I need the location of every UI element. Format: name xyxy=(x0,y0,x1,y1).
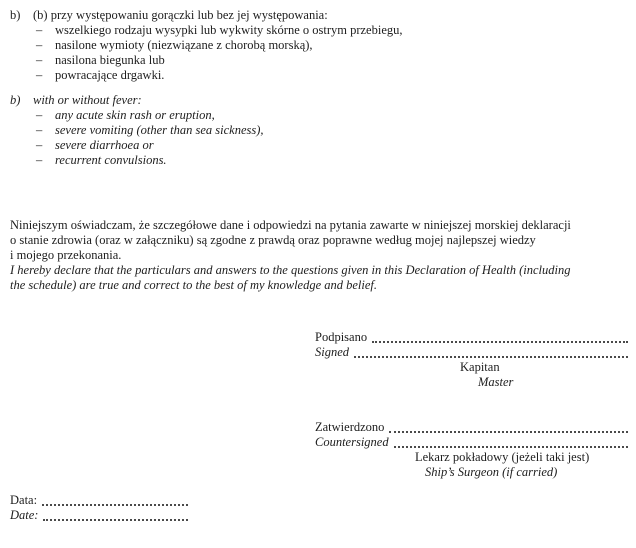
declaration-statement xyxy=(10,218,628,293)
list-item xyxy=(10,123,628,138)
list-item-text: any acute skin rash or eruption, xyxy=(55,108,215,122)
dotted-line xyxy=(42,493,188,506)
dotted-line xyxy=(354,345,628,358)
dotted-line xyxy=(389,420,628,433)
list-item xyxy=(10,23,628,38)
signer-role-pl: Kapitan xyxy=(460,360,500,374)
list-item xyxy=(10,68,628,83)
date-block xyxy=(10,493,188,523)
date-row-pl xyxy=(10,493,188,508)
clause-intro-row xyxy=(10,8,628,23)
dotted-line xyxy=(372,330,628,343)
dash-bullet: – xyxy=(36,53,43,67)
signed-label-en: Signed xyxy=(315,345,350,359)
list-item-text: wszelkiego rodzaju wysypki lub wykwity skórne o ostrym przebiegu, xyxy=(55,23,403,37)
clause-intro-text: with or without fever: xyxy=(33,93,142,107)
list-item xyxy=(10,138,628,153)
countersigner-role-en: Ship’s Surgeon (if carried) xyxy=(425,465,558,479)
signed-row-pl xyxy=(315,330,628,345)
list-item xyxy=(10,53,628,68)
signer-role-en: Master xyxy=(478,375,514,389)
list-item-text: nasilone wymioty (niezwiązane z chorobą morską), xyxy=(55,38,313,52)
dotted-line xyxy=(43,508,188,521)
dash-bullet: – xyxy=(36,123,43,137)
declaration-line-pl: o stanie zdrowia (oraz w załączniku) są zgodne z prawdą oraz poprawne według mojej najlepszej wiedzy xyxy=(10,233,536,247)
list-item xyxy=(10,108,628,123)
list-item-text: severe vomiting (other than sea sickness), xyxy=(55,123,264,137)
declaration-line-pl: Niniejszym oświadczam, że szczegółowe dane i odpowiedzi na pytania zawarte w niniejszej morskiej deklaracji xyxy=(10,218,571,232)
clause-b-english xyxy=(10,93,628,168)
declaration-line-pl: i mojego przekonania. xyxy=(10,248,122,262)
dash-bullet: – xyxy=(36,108,43,122)
clause-intro-row xyxy=(10,93,628,108)
dash-bullet: – xyxy=(36,138,43,152)
list-item-text: severe diarrhoea or xyxy=(55,138,154,152)
countersigned-label-pl: Zatwierdzono xyxy=(315,420,385,434)
clause-intro-text: (b) przy występowaniu gorączki lub bez jej występowania: xyxy=(33,8,328,22)
dash-bullet: – xyxy=(36,38,43,52)
dash-bullet: – xyxy=(36,23,43,37)
countersigned-row-pl xyxy=(315,420,628,435)
signed-label-pl: Podpisano xyxy=(315,330,368,344)
list-item xyxy=(10,38,628,53)
dotted-line xyxy=(394,435,628,448)
signature-block xyxy=(315,330,628,390)
list-item-text: recurrent convulsions. xyxy=(55,153,167,167)
countersigned-label-en: Countersigned xyxy=(315,435,389,449)
dash-bullet: – xyxy=(36,68,43,82)
declaration-line-en: the schedule) are true and correct to the best of my knowledge and belief. xyxy=(10,278,378,292)
list-item-text: nasilona biegunka lub xyxy=(55,53,165,67)
countersigner-role-pl: Lekarz pokładowy (jeżeli taki jest) xyxy=(415,450,590,464)
countersigned-row-en xyxy=(315,435,628,450)
date-label-pl: Data: xyxy=(10,493,38,507)
clause-label: b) xyxy=(10,8,21,22)
dash-bullet: – xyxy=(36,153,43,167)
countersignature-block xyxy=(315,420,628,480)
clause-b-polish xyxy=(10,8,628,83)
clause-label: b) xyxy=(10,93,21,107)
date-label-en: Date: xyxy=(10,508,39,522)
list-item xyxy=(10,153,628,168)
list-item-text: powracające drgawki. xyxy=(55,68,165,82)
declaration-line-en: I hereby declare that the particulars and answers to the questions given in this Declaration of Health (including xyxy=(10,263,571,277)
date-row-en xyxy=(10,508,188,523)
signed-row-en xyxy=(315,345,628,360)
